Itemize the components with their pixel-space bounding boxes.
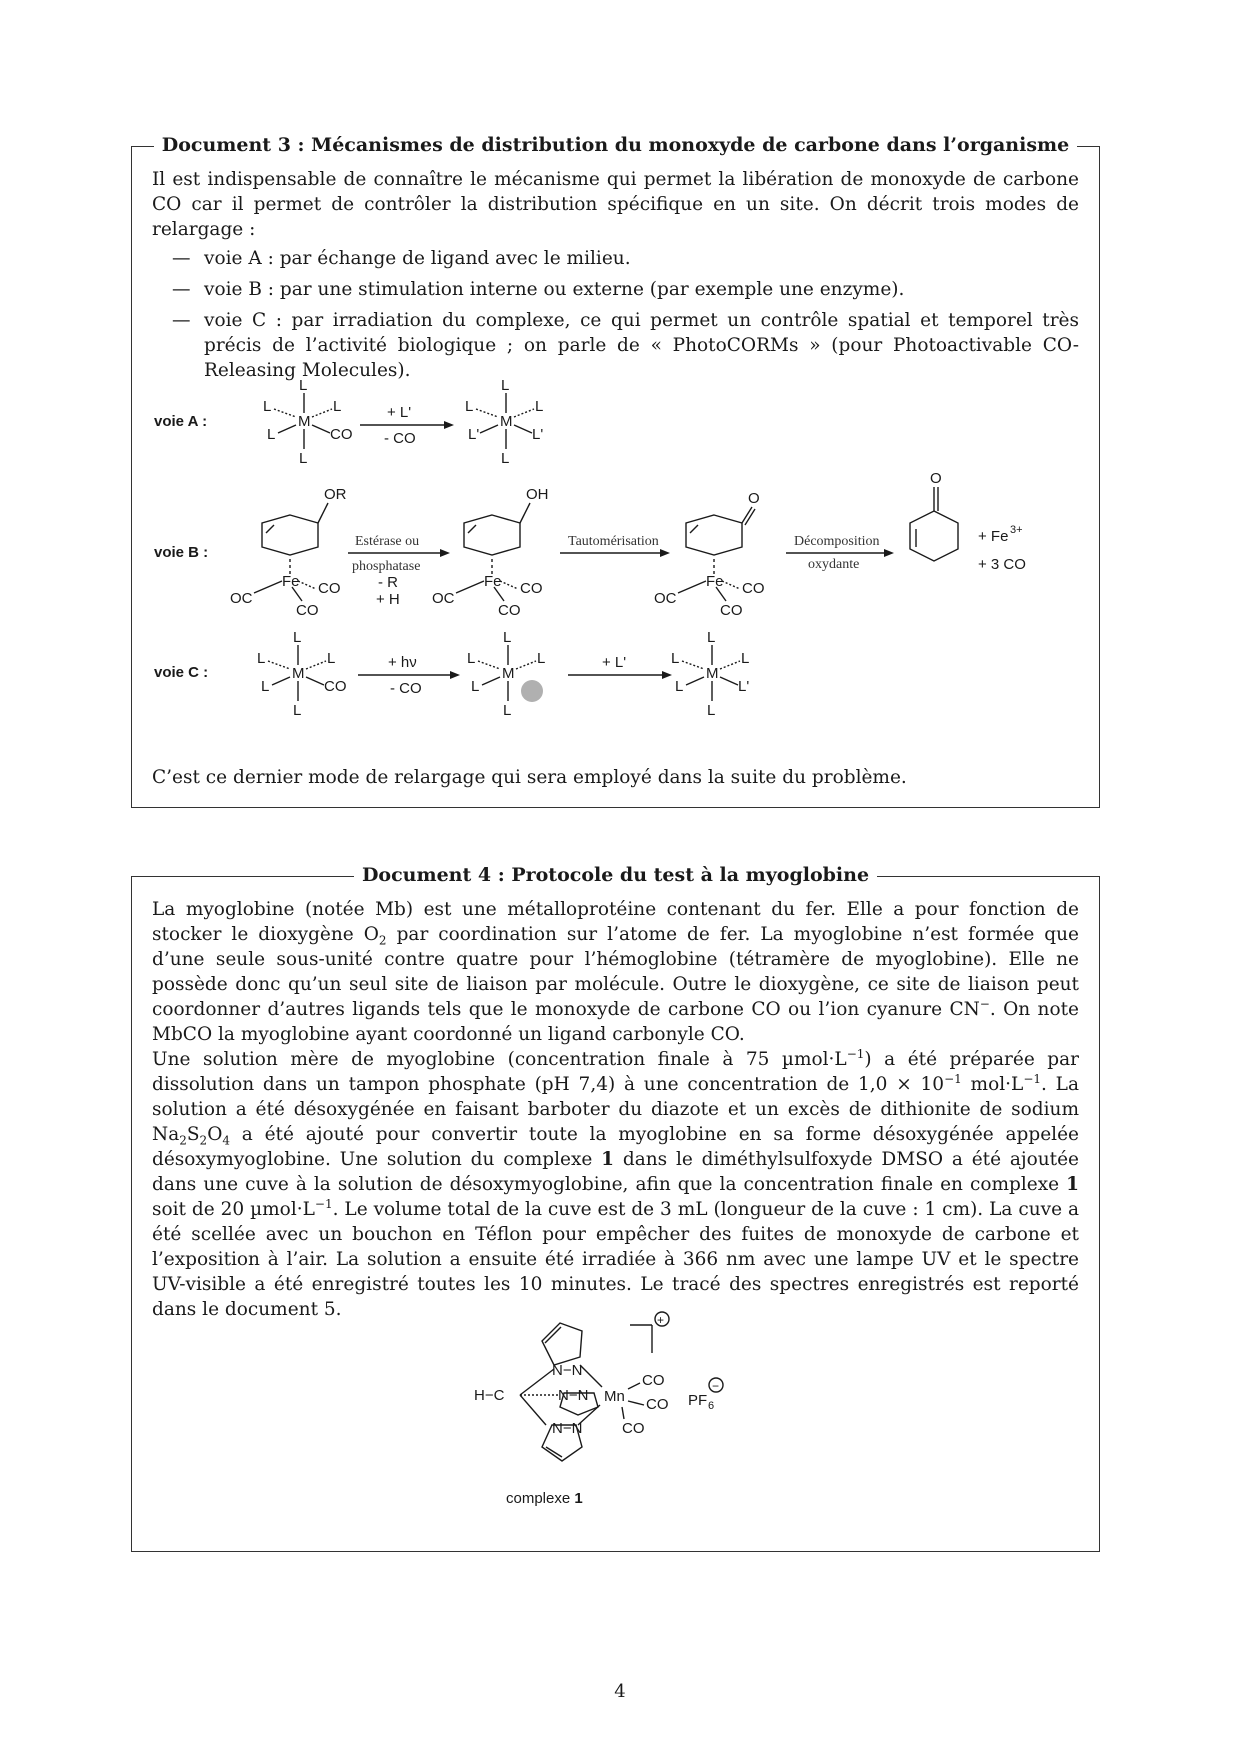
svg-text:L: L — [257, 650, 266, 667]
svg-text:- R: - R — [378, 574, 398, 591]
svg-text:N−N: N−N — [552, 1362, 583, 1379]
svg-text:voie A :: voie A : — [154, 413, 208, 430]
svg-text:L: L — [707, 702, 716, 719]
svg-text:CO: CO — [646, 1396, 669, 1413]
svg-text:OC: OC — [654, 590, 677, 607]
svg-text:L: L — [501, 377, 510, 394]
svg-text:M: M — [500, 413, 513, 430]
voie-a-item: — voie A : par échange de ligand avec le milieu. — [152, 246, 1079, 271]
svg-text:Mn: Mn — [604, 1388, 625, 1405]
document-3-conclusion: C’est ce dernier mode de relargage qui sera employé dans la suite du problème. — [152, 767, 907, 788]
svg-text:Fe: Fe — [706, 573, 724, 590]
svg-text:L: L — [327, 650, 336, 667]
svg-text:L: L — [465, 398, 474, 415]
svg-text:CO: CO — [498, 602, 521, 619]
svg-text:L: L — [471, 678, 480, 695]
svg-text:+ Fe: + Fe — [978, 528, 1009, 545]
svg-text:+ hν: + hν — [388, 654, 417, 671]
svg-text:OR: OR — [324, 486, 347, 503]
svg-text:PF: PF — [688, 1392, 708, 1409]
svg-text:H−C: H−C — [474, 1387, 505, 1404]
svg-text:CO: CO — [318, 580, 341, 597]
svg-text:L: L — [299, 450, 308, 467]
svg-text:- CO: - CO — [390, 680, 422, 697]
svg-text:L: L — [261, 678, 270, 695]
svg-text:+: + — [657, 1313, 665, 1327]
svg-text:+ 3 CO: + 3 CO — [978, 556, 1026, 573]
svg-text:N−N: N−N — [558, 1387, 589, 1404]
svg-text:+ H: + H — [376, 591, 400, 608]
svg-text:L: L — [501, 450, 510, 467]
document-3-box — [131, 134, 1100, 808]
svg-text:L: L — [299, 377, 308, 394]
svg-text:L: L — [267, 426, 276, 443]
svg-text:oxydante: oxydante — [808, 557, 860, 572]
svg-text:+ L': + L' — [387, 404, 412, 421]
page-number: 4 — [614, 1681, 626, 1702]
svg-text:CO: CO — [296, 602, 319, 619]
svg-text:phosphatase: phosphatase — [352, 559, 421, 574]
svg-text:L': L' — [738, 678, 750, 695]
svg-text:L: L — [707, 629, 716, 646]
svg-text:CO: CO — [622, 1420, 645, 1437]
svg-text:Fe: Fe — [282, 573, 300, 590]
svg-text:3+: 3+ — [1010, 524, 1023, 536]
svg-text:L: L — [537, 650, 546, 667]
vacant-site-circle — [521, 680, 543, 702]
svg-text:Fe: Fe — [484, 573, 502, 590]
document-4-box — [131, 864, 1100, 1552]
voies-list — [152, 246, 1079, 383]
svg-text:CO: CO — [520, 580, 543, 597]
svg-text:L': L' — [468, 426, 480, 443]
svg-text:CO: CO — [742, 580, 765, 597]
svg-text:voie C :: voie C : — [154, 664, 209, 681]
svg-text:OC: OC — [432, 590, 455, 607]
svg-text:complexe 1: complexe 1 — [506, 1490, 583, 1507]
svg-text:Tautomérisation: Tautomérisation — [568, 534, 659, 549]
document-3-intro: Il est indispensable de connaître le mécanisme qui permet la libération de monoxyde de carbone CO car il permet de contrôler la distribution spécifique en un site. On décrit trois modes de relargage : — [152, 169, 1079, 240]
document-4-title: Document 4 : Protocole du test à la myoglobine — [132, 864, 1099, 886]
svg-text:L: L — [503, 702, 512, 719]
svg-text:M: M — [298, 413, 311, 430]
svg-text:voie B :: voie B : — [154, 544, 209, 561]
voie-b-item: — voie B : par une stimulation interne ou externe (par exemple une enzyme). — [152, 277, 1079, 302]
svg-text:L: L — [671, 650, 680, 667]
complex-1-structure — [472, 1305, 872, 1535]
voie-c-item: — voie C : par irradiation du complexe, ce qui permet un contrôle spatial et temporel très précis de l’activité biologique ; on parle de « PhotoCORMs » (pour Photoactivable CO-Releasing Molecules). — [152, 308, 1079, 383]
svg-text:L: L — [293, 629, 302, 646]
document-4-paragraph-1: La myoglobine (notée Mb) est une métalloprotéine contenant du fer. Elle a pour fonction de stocker le dioxygène $O_2$ par coordination sur l’atome de fer. La myoglobine n’est formée que d’une seule sous-unité contre quatre pour l’hémoglobine (tétramère de myoglobine). Elle ne possède donc qu’un seul site de liaison par molécule. Outre le dioxygène, ce site de liaison peut coordonner d’autres ligands tels que le monoxyde de carbone CO ou l’ion cyanure CN−. On note MbCO la myoglobine ayant coordonné un ligand carbonyle CO. — [152, 899, 1079, 1045]
svg-text:M: M — [292, 665, 305, 682]
svg-text:CO: CO — [324, 678, 347, 695]
svg-text:L: L — [675, 678, 684, 695]
svg-text:L: L — [741, 650, 750, 667]
svg-text:OC: OC — [230, 590, 253, 607]
svg-text:- CO: - CO — [384, 430, 416, 447]
svg-text:O: O — [930, 470, 942, 487]
svg-text:CO: CO — [642, 1372, 665, 1389]
svg-text:+ L': + L' — [602, 654, 627, 671]
svg-text:OH: OH — [526, 486, 549, 503]
svg-text:L: L — [333, 398, 342, 415]
document-3-title: Document 3 : Mécanismes de distribution du monoxyde de carbone dans l’organisme — [132, 134, 1099, 156]
reaction-scheme — [132, 375, 1098, 735]
svg-text:L: L — [467, 650, 476, 667]
svg-text:N−N: N−N — [552, 1420, 583, 1437]
svg-text:L: L — [535, 398, 544, 415]
svg-text:M: M — [706, 665, 719, 682]
svg-text:−: − — [712, 1379, 720, 1393]
svg-text:Estérase ou: Estérase ou — [355, 534, 420, 549]
svg-text:L: L — [503, 629, 512, 646]
svg-text:O: O — [748, 490, 760, 507]
svg-text:L': L' — [532, 426, 544, 443]
svg-text:L: L — [293, 702, 302, 719]
svg-text:CO: CO — [720, 602, 743, 619]
svg-text:Décomposition: Décomposition — [794, 534, 880, 549]
svg-text:M: M — [502, 665, 515, 682]
svg-text:6: 6 — [708, 1400, 715, 1412]
svg-text:CO: CO — [330, 426, 353, 443]
document-4-paragraph-2: Une solution mère de myoglobine (concentration finale à 75 $\mu mol\cdot L^{-1}$) a été préparée par dissolution dans un tampon phosphate (pH 7,4) à une concentration de $1,0 \times 10^{-1}$ $mol\cdot L^{-1}$. La solution a été désoxygénée en faisant barboter du diazote et un excès de dithionite de sodium $Na_2S_2O_4$ a été ajouté pour convertir toute la myoglobine en sa forme désoxygénée appelée désoxymyoglobine. Une solution du complexe 1 dans le diméthylsulfoxyde DMSO a été ajoutée dans une cuve à la solution de désoxymyoglobine, afin que la concentration finale en complexe 1 soit de 20 $\mu mol\cdot L^{-1}$. Le volume total de la cuve est de 3 mL (longueur de la cuve : 1 cm). La cuve a été scellée avec un bouchon en Téflon pour empêcher des fuites de monoxyde de carbone et l’exposition à l’air. La solution a ensuite été irradiée à 366 nm avec une lampe UV et le spectre UV-visible a été enregistré toutes les 10 minutes. Le tracé des spectres enregistrés est reporté dans le document 5. — [152, 1046, 1080, 1320]
svg-text:L: L — [263, 398, 272, 415]
